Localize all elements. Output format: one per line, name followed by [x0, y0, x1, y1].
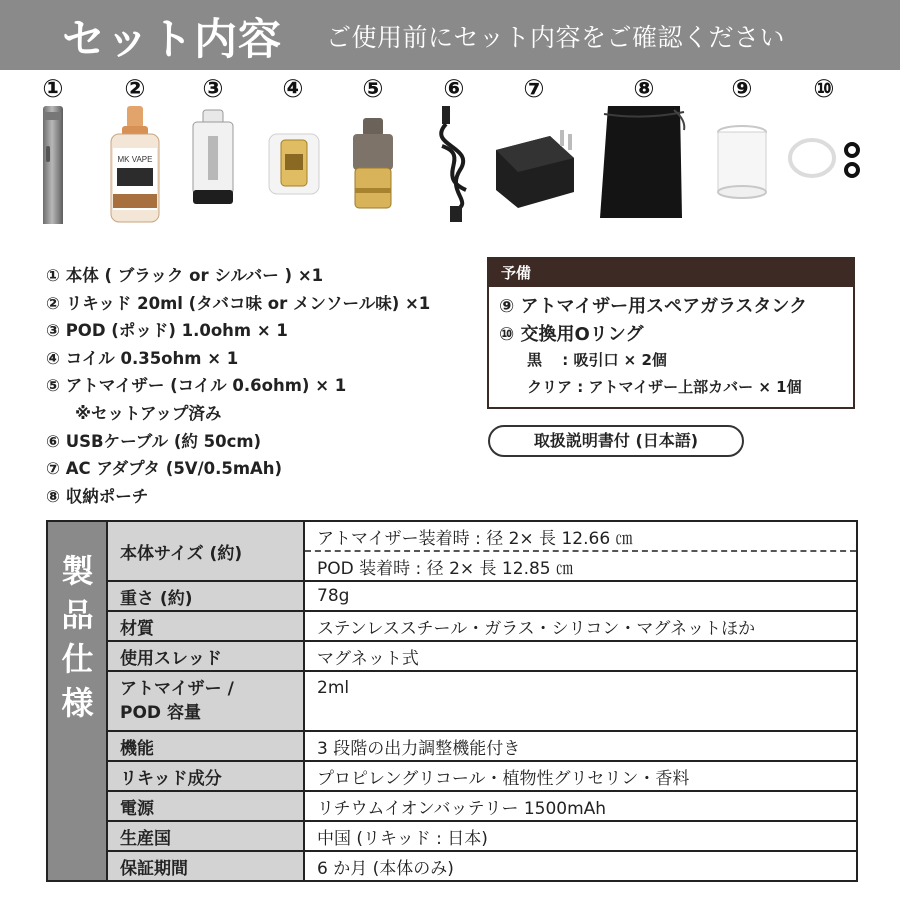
spare-parts-box: [487, 257, 855, 409]
header-banner: [0, 0, 900, 70]
o-rings-icon: [782, 106, 866, 224]
table-row: [107, 611, 857, 641]
table-row: [107, 581, 857, 611]
manual-badge: 取扱説明書付 (日本語): [488, 425, 744, 457]
item-2: [97, 74, 173, 224]
spec-value: 2ml: [304, 671, 857, 731]
spec-value: リチウムイオンバッテリー 1500mAh: [304, 791, 857, 821]
item-6: [416, 74, 492, 224]
spec-key-line: POD 容量: [120, 703, 201, 723]
table-row: [107, 641, 857, 671]
atomizer-icon: [335, 106, 411, 224]
table-row: [107, 821, 857, 851]
spec-key: 保証期間: [107, 851, 304, 881]
spare-item-tank: ⑨ アトマイザー用スペアガラスタンク: [499, 296, 808, 317]
table-row: [107, 851, 857, 881]
spec-key: 使用スレッド: [107, 641, 304, 671]
spec-value: プロピレングリコール・植物性グリセリン・香料: [304, 761, 857, 791]
item-5: [335, 74, 411, 224]
spare-detail-clear: クリア : アトマイザー上部カバー × 1個: [527, 378, 802, 396]
spec-label-char: 仕: [61, 640, 94, 678]
page-subtitle: ご使用前にセット内容をご確認ください: [326, 23, 786, 52]
item-10: [782, 74, 866, 224]
list-note: ※セットアップ済み: [75, 403, 222, 423]
spec-value: ステンレススチール・ガラス・シリコン・マグネットほか: [304, 611, 857, 641]
table-row: [107, 791, 857, 821]
item-4: [255, 74, 331, 224]
item-number: ④: [282, 74, 304, 103]
spec-key: 生産国: [107, 821, 304, 851]
usb-cable-icon: [416, 106, 492, 224]
spec-key: 重さ (約): [107, 581, 304, 611]
list-item: ④ コイル 0.35ohm × 1: [46, 348, 239, 368]
storage-pouch-icon: [594, 106, 694, 224]
item-number: ⑩: [813, 74, 835, 103]
spec-label-char: 製: [61, 552, 94, 590]
spare-heading: 予備: [489, 259, 853, 287]
glass-tank-icon: [704, 106, 780, 224]
item-number: ⑦: [523, 74, 545, 103]
item-number: ①: [42, 74, 64, 103]
contents-list: [46, 262, 486, 510]
spec-key: [107, 671, 304, 731]
item-3: [175, 74, 251, 224]
spec-value: 3 段階の出力調整機能付き: [304, 731, 857, 761]
item-number: ⑤: [362, 74, 384, 103]
spare-item-orings: ⑩ 交換用Oリング: [499, 324, 644, 345]
spec-value: 78g: [304, 581, 857, 611]
coil-pack-icon: [255, 106, 331, 224]
pod-cartridge-icon: [175, 106, 251, 224]
ac-adapter-icon: [488, 106, 580, 224]
spec-value: 6 か月 (本体のみ): [304, 851, 857, 881]
spec-key: 機能: [107, 731, 304, 761]
spec-table: [106, 520, 858, 882]
spec-key-line: アトマイザー /: [120, 679, 234, 699]
spec-key: リキッド成分: [107, 761, 304, 791]
page-title: セット内容: [62, 15, 282, 65]
list-item: ② リキッド 20ml (タバコ味 or メンソール味) ×1: [46, 293, 431, 313]
spec-value: アトマイザー装着時 : 径 2× 長 12.66 ㎝: [304, 521, 857, 551]
svg-text:MK VAPE: MK VAPE: [117, 155, 153, 164]
item-number: ③: [202, 74, 224, 103]
list-item: ⑤ アトマイザー (コイル 0.6ohm) × 1: [46, 376, 347, 396]
table-row: [107, 731, 857, 761]
list-item: ③ POD (ポッド) 1.0ohm × 1: [46, 321, 288, 341]
table-row: [107, 761, 857, 791]
item-number: ⑥: [443, 74, 465, 103]
spec-label-char: 品: [61, 596, 94, 634]
table-row: [107, 521, 857, 551]
list-item: ⑦ AC アダプタ (5V/0.5mAh): [46, 459, 283, 479]
spec-key: 本体サイズ (約): [107, 521, 304, 581]
item-9: [704, 74, 780, 224]
item-1: [15, 74, 91, 224]
list-item: ① 本体 ( ブラック or シルバー ) ×1: [46, 266, 324, 285]
spec-value: 中国 (リキッド : 日本): [304, 821, 857, 851]
spec-key: 電源: [107, 791, 304, 821]
table-row: [107, 671, 857, 731]
item-number: ⑧: [633, 74, 655, 103]
item-7: [488, 74, 580, 224]
list-item: ⑥ USBケーブル (約 50cm): [46, 431, 262, 451]
item-8: [594, 74, 694, 224]
list-item: ⑧ 収納ポーチ: [46, 486, 149, 506]
item-number: ⑨: [731, 74, 753, 103]
item-number: ②: [124, 74, 146, 103]
spec-value: POD 装着時 : 径 2× 長 12.85 ㎝: [304, 551, 857, 581]
spec-label: [46, 520, 107, 882]
spec-label-char: 様: [61, 684, 94, 722]
spare-detail-black: 黒 : 吸引口 × 2個: [527, 351, 667, 369]
pen-vape-body-icon: [15, 106, 91, 224]
spec-value: マグネット式: [304, 641, 857, 671]
liquid-bottle-icon: [97, 106, 173, 224]
spec-key: 材質: [107, 611, 304, 641]
